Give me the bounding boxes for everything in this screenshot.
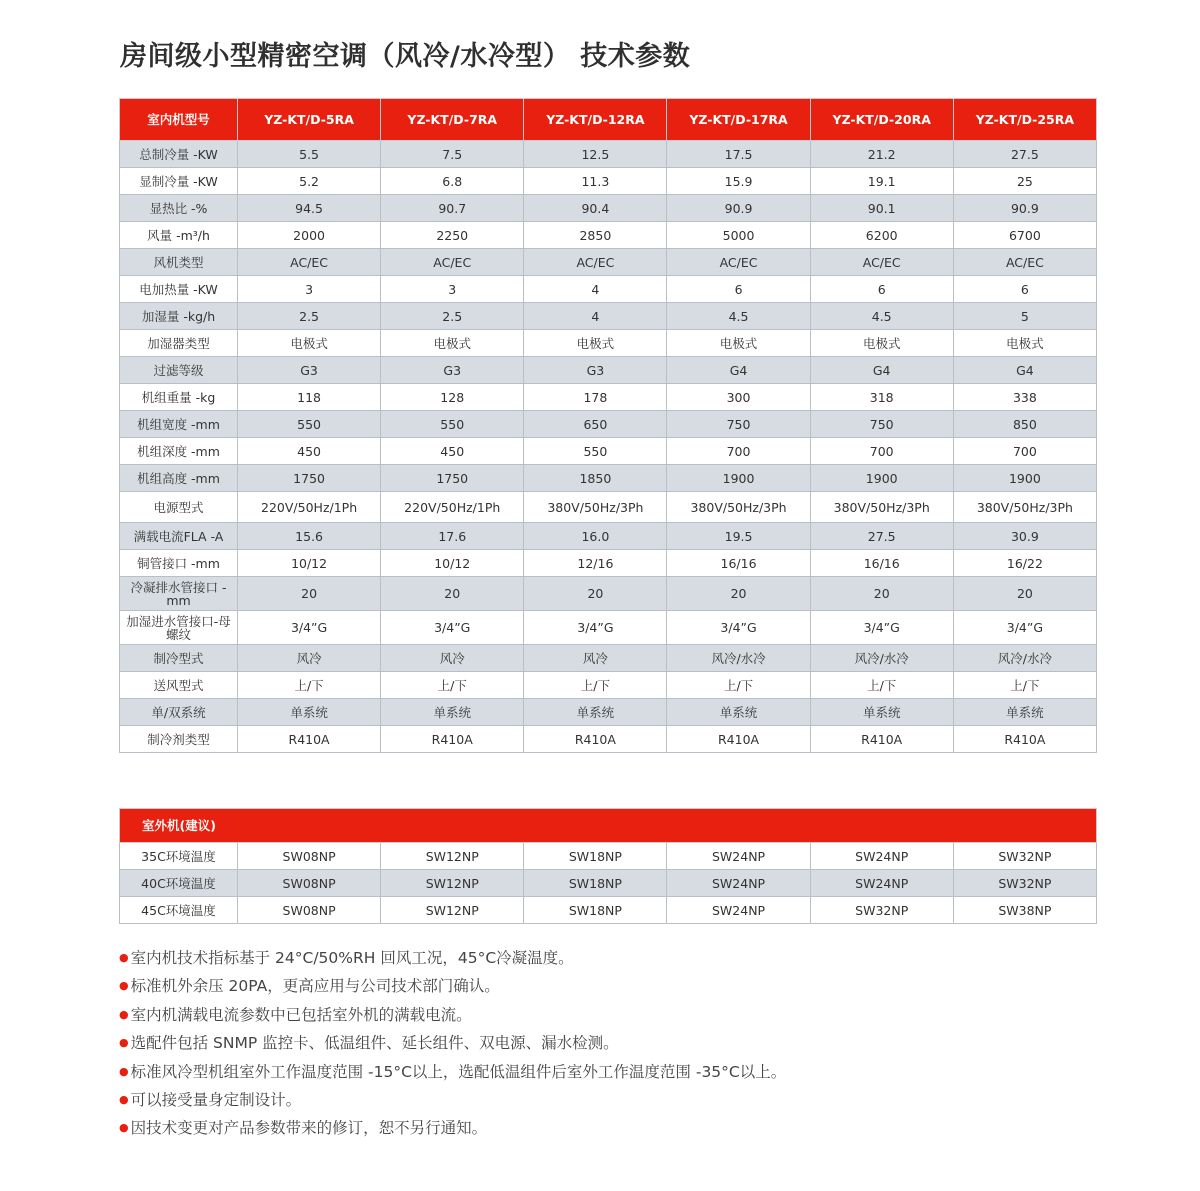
table-cell: 7.5 xyxy=(381,141,524,168)
table-cell: 550 xyxy=(524,438,667,465)
table-cell: 单系统 xyxy=(524,699,667,726)
table-cell: 4 xyxy=(524,303,667,330)
note-text: 标准机外余压 20PA，更高应用与公司技术部门确认。 xyxy=(130,977,500,996)
table-cell: 2850 xyxy=(524,222,667,249)
table-cell: 3 xyxy=(381,276,524,303)
table-cell: 700 xyxy=(667,438,810,465)
table-cell: 5000 xyxy=(667,222,810,249)
table-cell: AC/EC xyxy=(810,249,953,276)
table-cell: 风冷 xyxy=(381,645,524,672)
table-cell: 220V/50Hz/1Ph xyxy=(238,492,381,523)
table-cell: R410A xyxy=(524,726,667,753)
bullet-icon: ● xyxy=(119,1093,129,1107)
table-cell: AC/EC xyxy=(953,249,1096,276)
table-cell: R410A xyxy=(953,726,1096,753)
bullet-icon: ● xyxy=(119,951,129,964)
table-cell: 1900 xyxy=(810,465,953,492)
note-item xyxy=(119,1114,786,1142)
bullet-icon: ● xyxy=(119,1121,129,1135)
table-cell: 上/下 xyxy=(667,672,810,699)
table-cell: 380V/50Hz/3Ph xyxy=(953,492,1096,523)
table-cell: 4.5 xyxy=(810,303,953,330)
table-cell: 15.6 xyxy=(238,523,381,550)
table-cell: 3/4”G xyxy=(381,611,524,645)
table-cell: 128 xyxy=(381,384,524,411)
note-text: 选配件包括 SNMP 监控卡、低温组件、延长组件、双电源、漏水检测。 xyxy=(130,1034,619,1053)
indoor-header-row xyxy=(120,99,1097,141)
table-row xyxy=(120,276,1097,303)
table-cell: 380V/50Hz/3Ph xyxy=(667,492,810,523)
header-model-1: YZ-KT/D-5RA xyxy=(238,99,381,141)
table-row xyxy=(120,384,1097,411)
row-label: 过滤等级 xyxy=(120,357,238,384)
table-cell: 300 xyxy=(667,384,810,411)
row-label: 机组高度 -mm xyxy=(120,465,238,492)
table-row xyxy=(120,645,1097,672)
table-cell: 2250 xyxy=(381,222,524,249)
table-row xyxy=(120,330,1097,357)
table-cell: 单系统 xyxy=(238,699,381,726)
table-cell: 1750 xyxy=(238,465,381,492)
table-cell: 20 xyxy=(667,577,810,611)
table-cell: 6 xyxy=(953,276,1096,303)
row-label: 风量 -m³/h xyxy=(120,222,238,249)
table-cell: 电极式 xyxy=(381,330,524,357)
table-cell: 220V/50Hz/1Ph xyxy=(381,492,524,523)
bullet-icon: ● xyxy=(119,1007,129,1021)
table-cell: 1750 xyxy=(381,465,524,492)
table-cell: 3/4”G xyxy=(238,611,381,645)
table-cell: 6200 xyxy=(810,222,953,249)
table-cell: 电极式 xyxy=(953,330,1096,357)
table-cell: 550 xyxy=(238,411,381,438)
table-cell: 21.2 xyxy=(810,141,953,168)
table-cell: 700 xyxy=(953,438,1096,465)
table-cell: 1900 xyxy=(953,465,1096,492)
header-model-5: YZ-KT/D-20RA xyxy=(810,99,953,141)
table-row xyxy=(120,222,1097,249)
table-cell: 3/4”G xyxy=(810,611,953,645)
table-cell: 风冷/水冷 xyxy=(953,645,1096,672)
table-row xyxy=(120,550,1097,577)
table-cell: 318 xyxy=(810,384,953,411)
table-cell: 16/16 xyxy=(667,550,810,577)
table-row xyxy=(120,411,1097,438)
table-cell: 19.1 xyxy=(810,168,953,195)
table-cell: 3/4”G xyxy=(524,611,667,645)
table-cell: 2.5 xyxy=(238,303,381,330)
table-cell: SW08NP xyxy=(238,897,381,924)
table-cell: 6 xyxy=(810,276,953,303)
notes-list xyxy=(119,944,786,1143)
table-cell: 电极式 xyxy=(667,330,810,357)
row-label: 机组重量 -kg xyxy=(120,384,238,411)
table-cell: SW24NP xyxy=(810,870,953,897)
table-cell: 上/下 xyxy=(524,672,667,699)
table-cell: 2000 xyxy=(238,222,381,249)
note-text: 因技术变更对产品参数带来的修订，恕不另行通知。 xyxy=(130,1119,488,1138)
table-cell: 20 xyxy=(810,577,953,611)
table-cell: SW18NP xyxy=(524,843,667,870)
row-label: 电加热量 -KW xyxy=(120,276,238,303)
outdoor-spec-table xyxy=(119,808,1097,924)
table-cell: 10/12 xyxy=(381,550,524,577)
table-cell: 2.5 xyxy=(381,303,524,330)
table-cell: 450 xyxy=(238,438,381,465)
indoor-spec-table xyxy=(119,98,1097,753)
note-text: 室内机满载电流参数中已包括室外机的满载电流。 xyxy=(130,1005,472,1024)
table-cell: 单系统 xyxy=(667,699,810,726)
table-cell: 17.6 xyxy=(381,523,524,550)
table-cell: 16/22 xyxy=(953,550,1096,577)
table-cell: 6.8 xyxy=(381,168,524,195)
table-cell: 30.9 xyxy=(953,523,1096,550)
table-row xyxy=(120,249,1097,276)
row-label: 电源型式 xyxy=(120,492,238,523)
table-row xyxy=(120,141,1097,168)
row-label: 送风型式 xyxy=(120,672,238,699)
row-label: 风机类型 xyxy=(120,249,238,276)
table-cell: G4 xyxy=(953,357,1096,384)
table-cell: 20 xyxy=(238,577,381,611)
bullet-icon: ● xyxy=(119,1064,129,1078)
table-cell: 750 xyxy=(667,411,810,438)
table-cell: 27.5 xyxy=(953,141,1096,168)
table-row xyxy=(120,523,1097,550)
table-row xyxy=(120,357,1097,384)
table-cell: SW12NP xyxy=(381,897,524,924)
note-item xyxy=(119,1058,786,1086)
table-cell: 上/下 xyxy=(238,672,381,699)
note-text: 标准风冷型机组室外工作温度范围 -15°C以上，选配低温组件后室外工作温度范围 -35°C以上。 xyxy=(130,1062,787,1081)
table-cell: AC/EC xyxy=(238,249,381,276)
table-cell: AC/EC xyxy=(381,249,524,276)
row-label: 满载电流FLA -A xyxy=(120,523,238,550)
table-cell: 19.5 xyxy=(667,523,810,550)
header-model-2: YZ-KT/D-7RA xyxy=(381,99,524,141)
table-cell: 338 xyxy=(953,384,1096,411)
table-cell: R410A xyxy=(810,726,953,753)
table-cell: 单系统 xyxy=(810,699,953,726)
note-text: 室内机技术指标基于 24°C/50%RH 回风工况，45°C冷凝温度。 xyxy=(130,949,574,967)
row-label: 制冷剂类型 xyxy=(120,726,238,753)
table-row xyxy=(120,726,1097,753)
table-cell: 650 xyxy=(524,411,667,438)
table-row xyxy=(120,699,1097,726)
table-cell: R410A xyxy=(667,726,810,753)
table-cell: 5.2 xyxy=(238,168,381,195)
table-cell: 380V/50Hz/3Ph xyxy=(524,492,667,523)
table-cell: SW24NP xyxy=(667,870,810,897)
table-cell: SW24NP xyxy=(667,897,810,924)
row-label: 40C环境温度 xyxy=(120,870,238,897)
table-row xyxy=(120,843,1097,870)
table-cell: 3/4”G xyxy=(667,611,810,645)
table-row xyxy=(120,897,1097,924)
table-cell: 上/下 xyxy=(953,672,1096,699)
table-cell: SW08NP xyxy=(238,843,381,870)
table-cell: 90.9 xyxy=(667,195,810,222)
row-label: 单/双系统 xyxy=(120,699,238,726)
table-row xyxy=(120,303,1097,330)
table-cell: 90.7 xyxy=(381,195,524,222)
table-cell: 380V/50Hz/3Ph xyxy=(810,492,953,523)
table-row xyxy=(120,195,1097,222)
table-cell: 3 xyxy=(238,276,381,303)
row-label: 加湿进水管接口-母螺纹 xyxy=(120,611,238,645)
table-cell: R410A xyxy=(238,726,381,753)
table-cell: 上/下 xyxy=(810,672,953,699)
table-cell: 4 xyxy=(524,276,667,303)
table-cell: 90.9 xyxy=(953,195,1096,222)
table-cell: 178 xyxy=(524,384,667,411)
row-label: 机组深度 -mm xyxy=(120,438,238,465)
table-cell: 450 xyxy=(381,438,524,465)
table-cell: 上/下 xyxy=(381,672,524,699)
table-cell: SW32NP xyxy=(953,843,1096,870)
table-cell: 12/16 xyxy=(524,550,667,577)
row-label: 显制冷量 -KW xyxy=(120,168,238,195)
table-row xyxy=(120,870,1097,897)
table-row xyxy=(120,611,1097,645)
table-cell: SW24NP xyxy=(667,843,810,870)
table-cell: 94.5 xyxy=(238,195,381,222)
table-cell: G4 xyxy=(667,357,810,384)
table-cell: SW12NP xyxy=(381,870,524,897)
table-cell: 17.5 xyxy=(667,141,810,168)
header-model-4: YZ-KT/D-17RA xyxy=(667,99,810,141)
table-cell: G3 xyxy=(381,357,524,384)
table-cell: 1850 xyxy=(524,465,667,492)
row-label: 铜管接口 -mm xyxy=(120,550,238,577)
table-cell: SW12NP xyxy=(381,843,524,870)
row-label: 加湿器类型 xyxy=(120,330,238,357)
table-cell: 750 xyxy=(810,411,953,438)
bullet-icon: ● xyxy=(119,979,129,993)
table-row xyxy=(120,577,1097,611)
table-row xyxy=(120,672,1097,699)
row-label: 45C环境温度 xyxy=(120,897,238,924)
table-cell: 风冷 xyxy=(238,645,381,672)
table-cell: 27.5 xyxy=(810,523,953,550)
table-cell: 风冷 xyxy=(524,645,667,672)
table-cell: 90.4 xyxy=(524,195,667,222)
outdoor-header-row xyxy=(120,809,1097,843)
table-cell: 6700 xyxy=(953,222,1096,249)
header-model-3: YZ-KT/D-12RA xyxy=(524,99,667,141)
note-text: 可以接受量身定制设计。 xyxy=(130,1091,302,1110)
outdoor-header-label: 室外机(建议) xyxy=(120,809,1097,843)
table-cell: 25 xyxy=(953,168,1096,195)
row-label: 冷凝排水管接口 -mm xyxy=(120,577,238,611)
table-row xyxy=(120,465,1097,492)
table-row xyxy=(120,492,1097,523)
row-label: 加湿量 -kg/h xyxy=(120,303,238,330)
bullet-icon: ● xyxy=(119,1036,129,1050)
table-cell: 3/4”G xyxy=(953,611,1096,645)
table-cell: 风冷/水冷 xyxy=(667,645,810,672)
table-cell: 16.0 xyxy=(524,523,667,550)
table-cell: 单系统 xyxy=(381,699,524,726)
table-row xyxy=(120,168,1097,195)
table-cell: R410A xyxy=(381,726,524,753)
table-cell: 电极式 xyxy=(810,330,953,357)
table-cell: 700 xyxy=(810,438,953,465)
table-cell: 90.1 xyxy=(810,195,953,222)
table-cell: G3 xyxy=(524,357,667,384)
page-title: 房间级小型精密空调（风冷/水冷型） 技术参数 xyxy=(120,41,691,72)
table-cell: 118 xyxy=(238,384,381,411)
table-cell: 4.5 xyxy=(667,303,810,330)
table-cell: SW24NP xyxy=(810,843,953,870)
table-cell: 12.5 xyxy=(524,141,667,168)
table-row xyxy=(120,438,1097,465)
table-cell: AC/EC xyxy=(667,249,810,276)
row-label: 机组宽度 -mm xyxy=(120,411,238,438)
row-label: 总制冷量 -KW xyxy=(120,141,238,168)
table-cell: 550 xyxy=(381,411,524,438)
note-item xyxy=(119,944,786,972)
table-cell: SW32NP xyxy=(810,897,953,924)
row-label: 显热比 -% xyxy=(120,195,238,222)
table-cell: 20 xyxy=(953,577,1096,611)
table-cell: 单系统 xyxy=(953,699,1096,726)
table-cell: 5.5 xyxy=(238,141,381,168)
table-cell: G4 xyxy=(810,357,953,384)
note-item xyxy=(119,972,786,1000)
table-cell: SW38NP xyxy=(953,897,1096,924)
table-cell: 电极式 xyxy=(524,330,667,357)
table-cell: SW18NP xyxy=(524,897,667,924)
table-cell: 6 xyxy=(667,276,810,303)
table-cell: 20 xyxy=(524,577,667,611)
table-cell: AC/EC xyxy=(524,249,667,276)
header-label-indoor-model: 室内机型号 xyxy=(120,99,238,141)
table-cell: 20 xyxy=(381,577,524,611)
header-model-6: YZ-KT/D-25RA xyxy=(953,99,1096,141)
table-cell: G3 xyxy=(238,357,381,384)
table-cell: 5 xyxy=(953,303,1096,330)
table-cell: SW18NP xyxy=(524,870,667,897)
table-cell: 1900 xyxy=(667,465,810,492)
table-cell: 10/12 xyxy=(238,550,381,577)
note-item xyxy=(119,1086,786,1114)
row-label: 制冷型式 xyxy=(120,645,238,672)
note-item xyxy=(119,1029,786,1057)
table-cell: 15.9 xyxy=(667,168,810,195)
table-cell: SW32NP xyxy=(953,870,1096,897)
note-item xyxy=(119,1001,786,1029)
table-cell: SW08NP xyxy=(238,870,381,897)
row-label: 35C环境温度 xyxy=(120,843,238,870)
table-cell: 850 xyxy=(953,411,1096,438)
table-cell: 电极式 xyxy=(238,330,381,357)
table-cell: 风冷/水冷 xyxy=(810,645,953,672)
table-cell: 16/16 xyxy=(810,550,953,577)
table-cell: 11.3 xyxy=(524,168,667,195)
